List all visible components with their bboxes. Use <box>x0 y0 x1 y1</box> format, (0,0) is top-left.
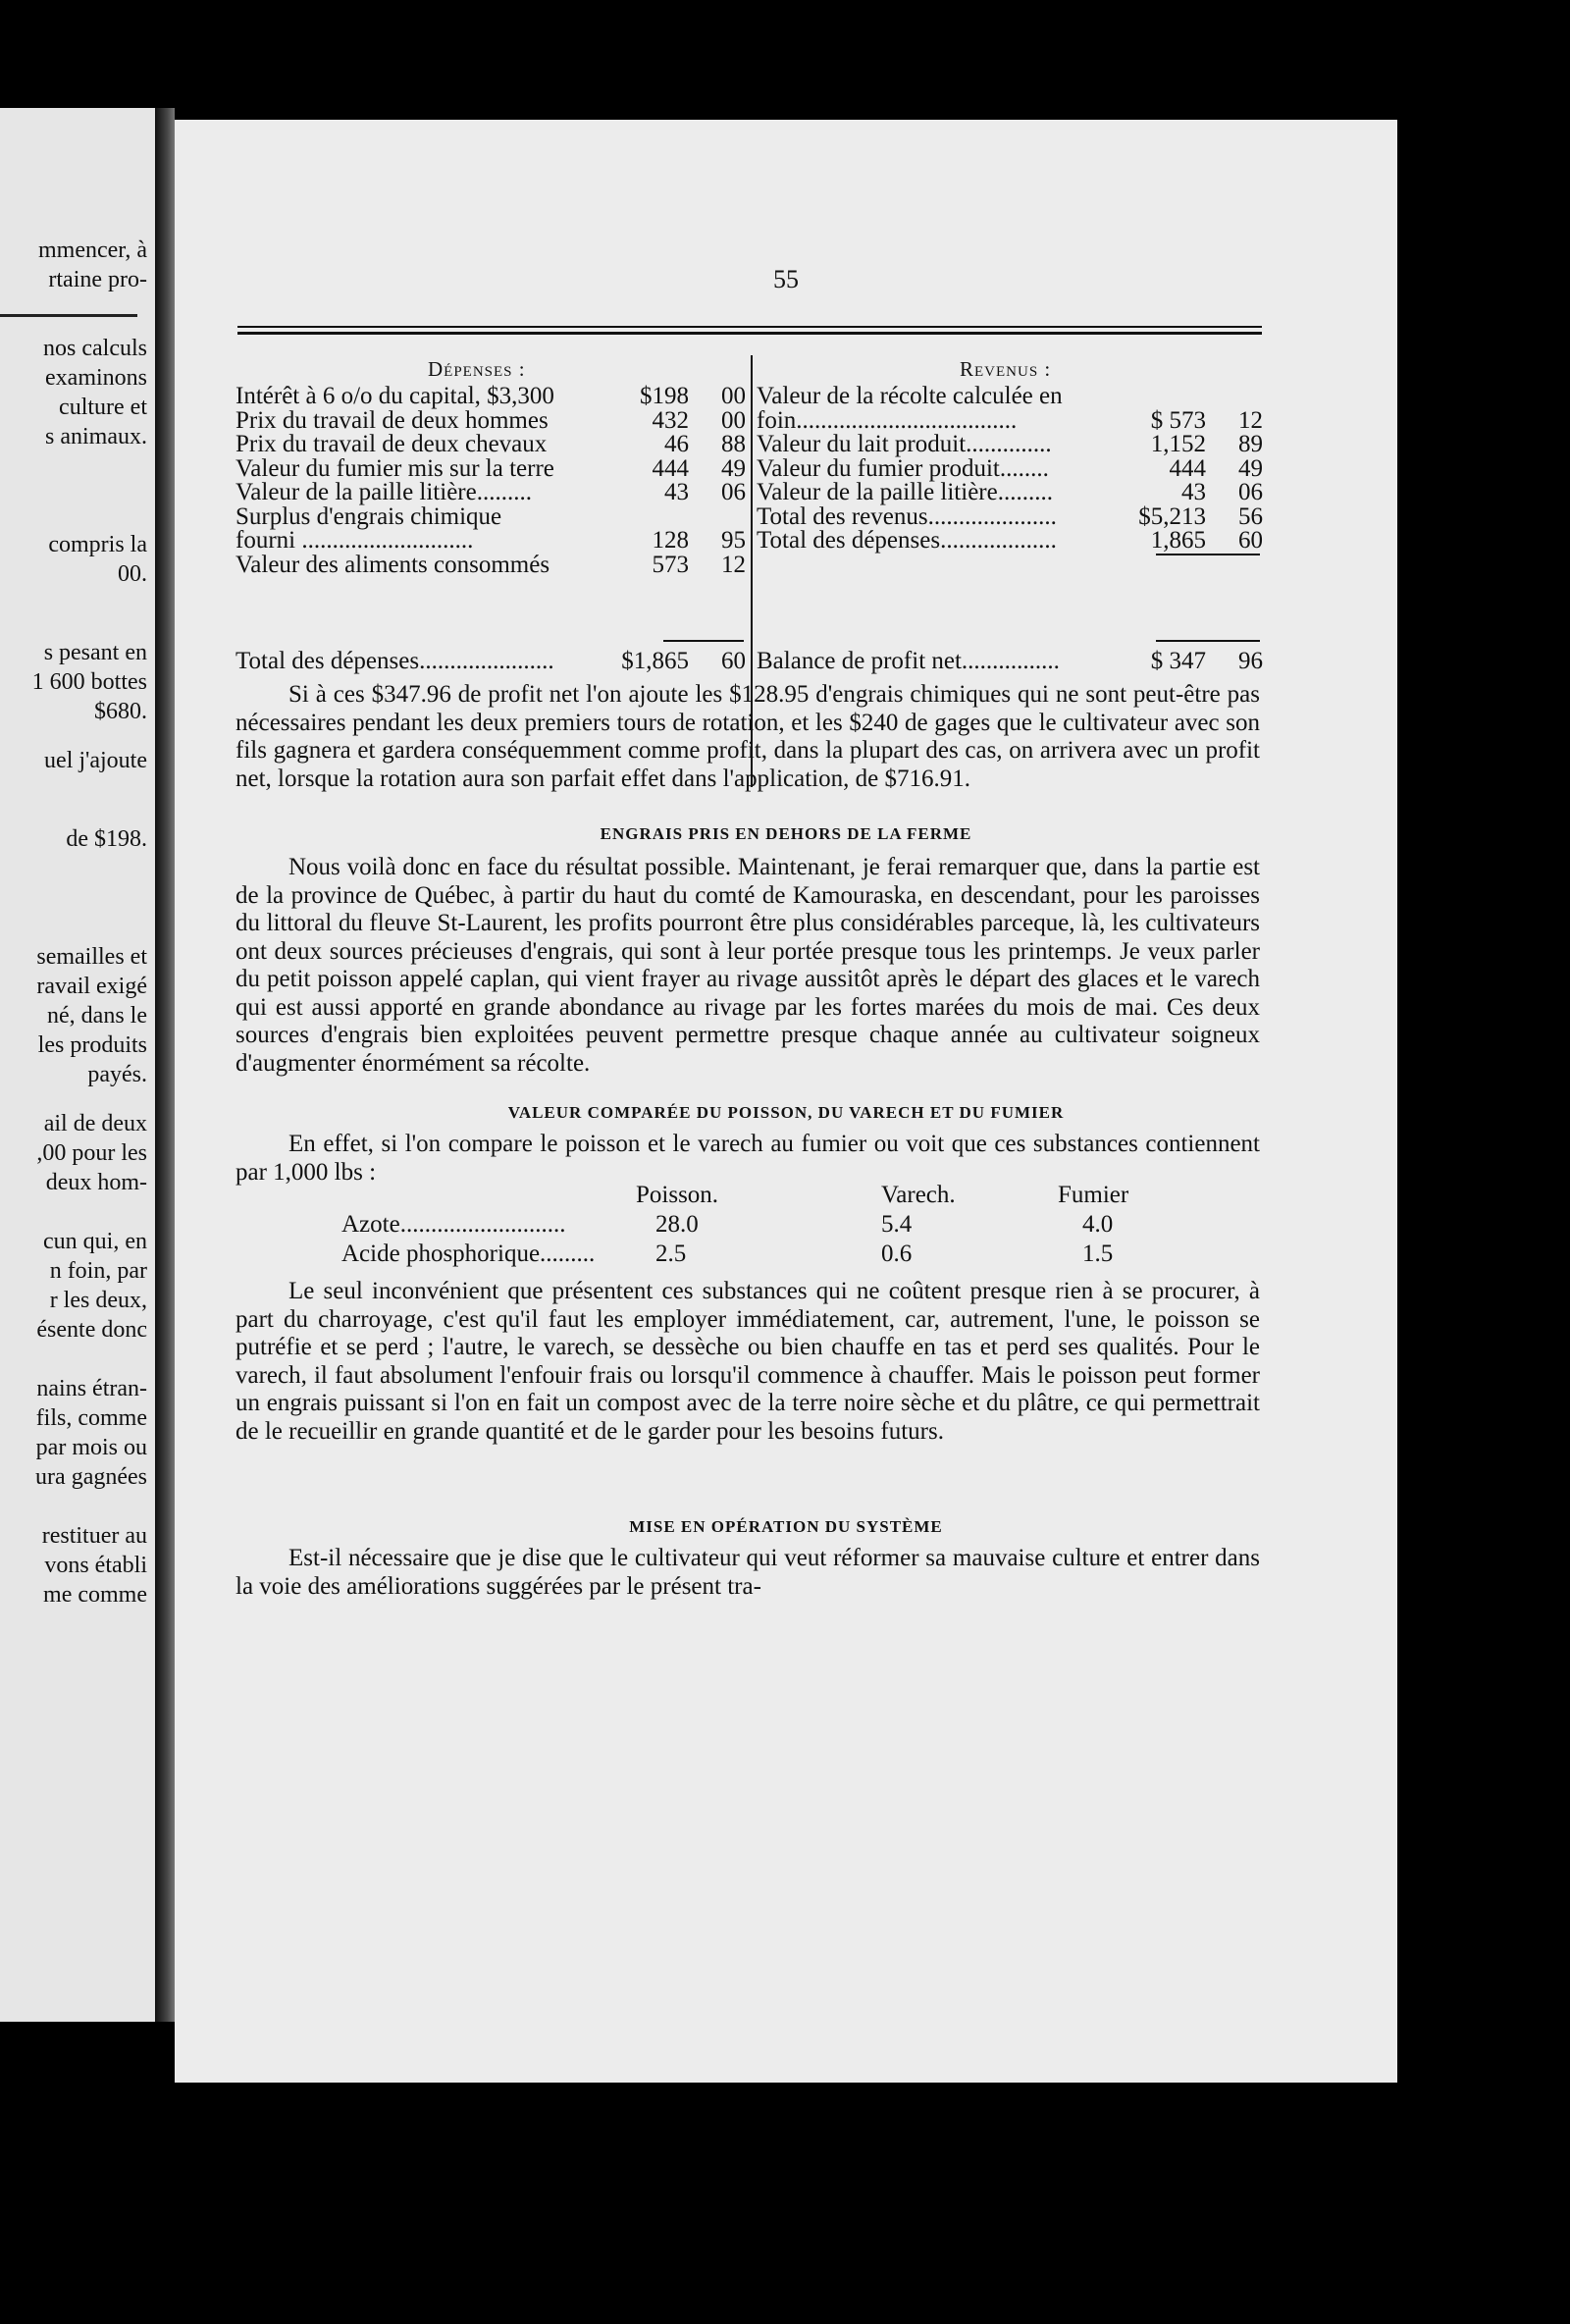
depenses-row-label: Valeur des aliments consommés <box>236 551 550 578</box>
facing-page-line: rtaine pro- <box>48 267 147 292</box>
facing-page-line: compris la <box>48 532 147 557</box>
book-page <box>175 120 1397 2083</box>
depenses-row-dollars: 432 <box>652 406 689 434</box>
depenses-row-label: fourni ............................ <box>236 527 474 554</box>
facing-page-line: par mois ou <box>35 1435 147 1460</box>
depenses-row-label: Prix du travail de deux hommes <box>236 406 549 434</box>
facing-page-line: semailles et <box>36 944 147 970</box>
comparison-value: 28.0 <box>655 1211 699 1238</box>
depenses-row-cents: 00 <box>721 383 746 409</box>
facing-page-line: fils, comme <box>35 1405 147 1431</box>
facing-page-line: cun qui, en <box>43 1229 147 1254</box>
revenus-row-label: Total des revenus..................... <box>757 502 1057 530</box>
facing-page-line: les produits <box>37 1032 147 1058</box>
depenses-sum-rule <box>663 640 744 642</box>
revenus-balance-rule <box>1156 640 1260 642</box>
depenses-row-cents: 00 <box>721 406 746 434</box>
facing-page-line: payés. <box>87 1062 147 1087</box>
depenses-total-row <box>236 648 746 675</box>
facing-page-line: s animaux. <box>45 424 147 449</box>
facing-page-line: uel j'ajoute <box>44 748 147 773</box>
comparison-header: Poisson. <box>636 1182 719 1208</box>
facing-page-line: 00. <box>118 561 147 587</box>
facing-page-line: deux hom- <box>45 1170 147 1195</box>
facing-page-line: ,00 pour les <box>36 1140 147 1166</box>
facing-page-line: nains étran- <box>36 1376 147 1401</box>
revenus-row-dollars: $5,213 <box>1138 502 1206 530</box>
depenses-row <box>236 552 746 579</box>
page-number: 55 <box>773 265 799 293</box>
depenses-row-label: Valeur du fumier mis sur la terre <box>236 454 554 482</box>
revenus-total-dollars: $ 347 <box>1150 648 1206 674</box>
revenus-row-cents: 06 <box>1238 479 1263 505</box>
depenses-row-label: Valeur de la paille litière......... <box>236 479 532 505</box>
header-rule <box>237 326 1262 328</box>
facing-page-strip <box>0 108 155 2022</box>
depenses-row-label: Intérêt à 6 o/o du capital, $3,300 <box>236 383 554 409</box>
depenses-row-cents: 49 <box>721 454 746 482</box>
facing-page-line: ura gagnées <box>35 1464 147 1490</box>
revenus-total-row <box>757 648 1263 675</box>
paragraph-mise: Est-il nécessaire que je dise que le cultivateur qui veut réformer sa mauvaise culture et entrer dans la voie des améliorations suggérées par le présent tra- <box>236 1545 1260 1600</box>
comparison-value: 5.4 <box>881 1211 913 1238</box>
facing-page-line: ésente donc <box>36 1317 147 1343</box>
facing-page-line: mmencer, à <box>38 238 147 263</box>
comparison-header: Varech. <box>881 1182 956 1208</box>
comparison-row-label: Azote........................... <box>341 1211 566 1238</box>
revenus-row-label: Valeur du lait produit.............. <box>757 431 1052 457</box>
depenses-row-label: Surplus d'engrais chimique <box>236 502 502 530</box>
revenus-heading: Revenus : <box>960 357 1052 381</box>
revenus-row-cents: 56 <box>1238 502 1263 530</box>
comparison-value: 2.5 <box>655 1241 687 1267</box>
depenses-row-dollars: 46 <box>664 431 689 457</box>
facing-page-line: n foin, par <box>49 1258 147 1284</box>
revenus-row-label: Total des dépenses................... <box>757 527 1057 554</box>
depenses-row-cents: 12 <box>721 551 746 578</box>
depenses-row-label: Prix du travail de deux chevaux <box>236 431 548 457</box>
depenses-row-dollars: 573 <box>652 551 689 578</box>
depenses-row-cents: 95 <box>721 527 746 554</box>
section-heading-mise: MISE EN OPÉRATION DU SYSTÈME <box>629 1517 943 1536</box>
revenus-row <box>757 527 1263 555</box>
revenus-row-cents: 12 <box>1238 406 1263 434</box>
comparison-value: 1.5 <box>1082 1241 1114 1267</box>
header-rule-thick <box>237 332 1262 335</box>
depenses-total-label: Total des dépenses...................... <box>236 648 554 674</box>
paragraph-compare: En effet, si l'on compare le poisson et le varech au fumier ou voit que ces substances contiennent par 1,000 lbs : <box>236 1131 1260 1186</box>
facing-page-line: s pesant en <box>43 640 147 665</box>
revenus-row-dollars: 1,152 <box>1150 431 1206 457</box>
comparison-header: Fumier <box>1058 1182 1129 1208</box>
facing-page-line: de $198. <box>66 826 147 852</box>
revenus-total-cents: 96 <box>1238 648 1263 674</box>
facing-page-line: 1 600 bottes <box>31 669 147 695</box>
revenus-row-cents: 60 <box>1238 527 1263 554</box>
facing-page-line: me comme <box>43 1582 147 1608</box>
revenus-total-label: Balance de profit net................ <box>757 648 1060 674</box>
revenus-row-label: Valeur du fumier produit........ <box>757 454 1049 482</box>
depenses-row-dollars: $198 <box>640 383 689 409</box>
facing-page-line: restituer au <box>41 1523 147 1549</box>
section-heading-engrais: ENGRAIS PRIS EN DEHORS DE LA FERME <box>600 824 972 843</box>
depenses-row-cents: 06 <box>721 479 746 505</box>
comparison-value: 0.6 <box>881 1241 913 1267</box>
facing-page-line: examinons <box>45 365 147 391</box>
depenses-heading: Dépenses : <box>428 357 526 381</box>
depenses-total-cents: 60 <box>721 648 746 674</box>
book-gutter <box>155 108 175 2022</box>
facing-page-line: nos calculs <box>43 336 147 361</box>
revenus-row-label: foin.................................... <box>757 406 1018 434</box>
revenus-row-dollars: $ 573 <box>1150 406 1206 434</box>
facing-page-line: vons établi <box>44 1553 147 1578</box>
depenses-row-cents: 88 <box>721 431 746 457</box>
revenus-row-label: Valeur de la paille litière......... <box>757 479 1053 505</box>
facing-page-line: né, dans le <box>47 1003 147 1029</box>
depenses-total-dollars: $1,865 <box>621 648 689 674</box>
comparison-row-label: Acide phosphorique......... <box>341 1241 596 1267</box>
comparison-value: 4.0 <box>1082 1211 1114 1238</box>
paragraph-profit: Si à ces $347.96 de profit net l'on ajoute les $128.95 d'engrais chimiques qui ne sont peut-être pas nécessaires pendant les deux premiers tours de rotation, et les $240 de gages que le cultivateur avec son fils gagnera et gardera conséquemment comme profit, dans la plupart des cas, on arrivera avec un profit net, lorsque la rotation aura son parfait effet dans l'application, de $716.91. <box>236 681 1260 792</box>
revenus-row-cents: 89 <box>1238 431 1263 457</box>
facing-page-line: culture et <box>59 395 147 420</box>
paragraph-engrais: Nous voilà donc en face du résultat possible. Maintenant, je ferai remarquer que, dans la partie est de la province de Québec, à partir du haut du comté de Kamouraska, en descendant, pour les paroisses du littoral du fleuve St-Laurent, les profits pourront être plus considérables parceque, là, les cultivateurs ont deux sources précieuses d'engrais, qui sont à leur portée presque tous les printemps. Je veux parler du petit poisson appelé caplan, qui vient frayer au rivage aussitôt après le départ des glaces et le varech qui est aussi apporté en grande abondance au rivage par les fortes marées du mois de mai. Ces deux sources d'engrais bien exploitées peuvent permettre presque chaque année au cultivateur soigneux d'augmenter énormément sa récolte. <box>236 854 1260 1077</box>
revenus-row-dollars: 444 <box>1169 454 1206 482</box>
facing-page-line: ravail exigé <box>36 974 147 999</box>
facing-page-line: r les deux, <box>49 1288 147 1313</box>
depenses-row-dollars: 444 <box>652 454 689 482</box>
revenus-row-cents: 49 <box>1238 454 1263 482</box>
depenses-row-dollars: 43 <box>664 479 689 505</box>
revenus-row-dollars: 1,865 <box>1150 527 1206 554</box>
facing-page-line: $680. <box>94 699 147 724</box>
facing-page-line: ail de deux <box>43 1111 147 1136</box>
facing-page-rule <box>0 314 137 317</box>
paragraph-inconvenient: Le seul inconvénient que présentent ces substances qui ne coûtent presque rien à se procurer, à part du charroyage, c'est qu'il faut les employer immédiatement, car, autrement, l'une, le poisson se putréfie et se perd ; l'autre, le varech, se dessèche ou bien chauffe en tas et perd ses qualités. Pour le varech, il faut absolument l'enfouir frais ou lorsqu'il commence à chauffer. Mais le poisson peut former un engrais puissant si l'on en fait un compost avec de la terre noire sèche et du plâtre, ce qui permettrait de le recueillir en grande quantité et de le garder pour les besoins futurs. <box>236 1278 1260 1445</box>
revenus-row-label: Valeur de la récolte calculée en <box>757 383 1063 409</box>
section-heading-valeur: VALEUR COMPARÉE DU POISSON, DU VARECH ET DU FUMIER <box>507 1103 1065 1122</box>
depenses-row-dollars: 128 <box>652 527 689 554</box>
revenus-sum-rule <box>1156 554 1260 555</box>
revenus-row-dollars: 43 <box>1181 479 1206 505</box>
